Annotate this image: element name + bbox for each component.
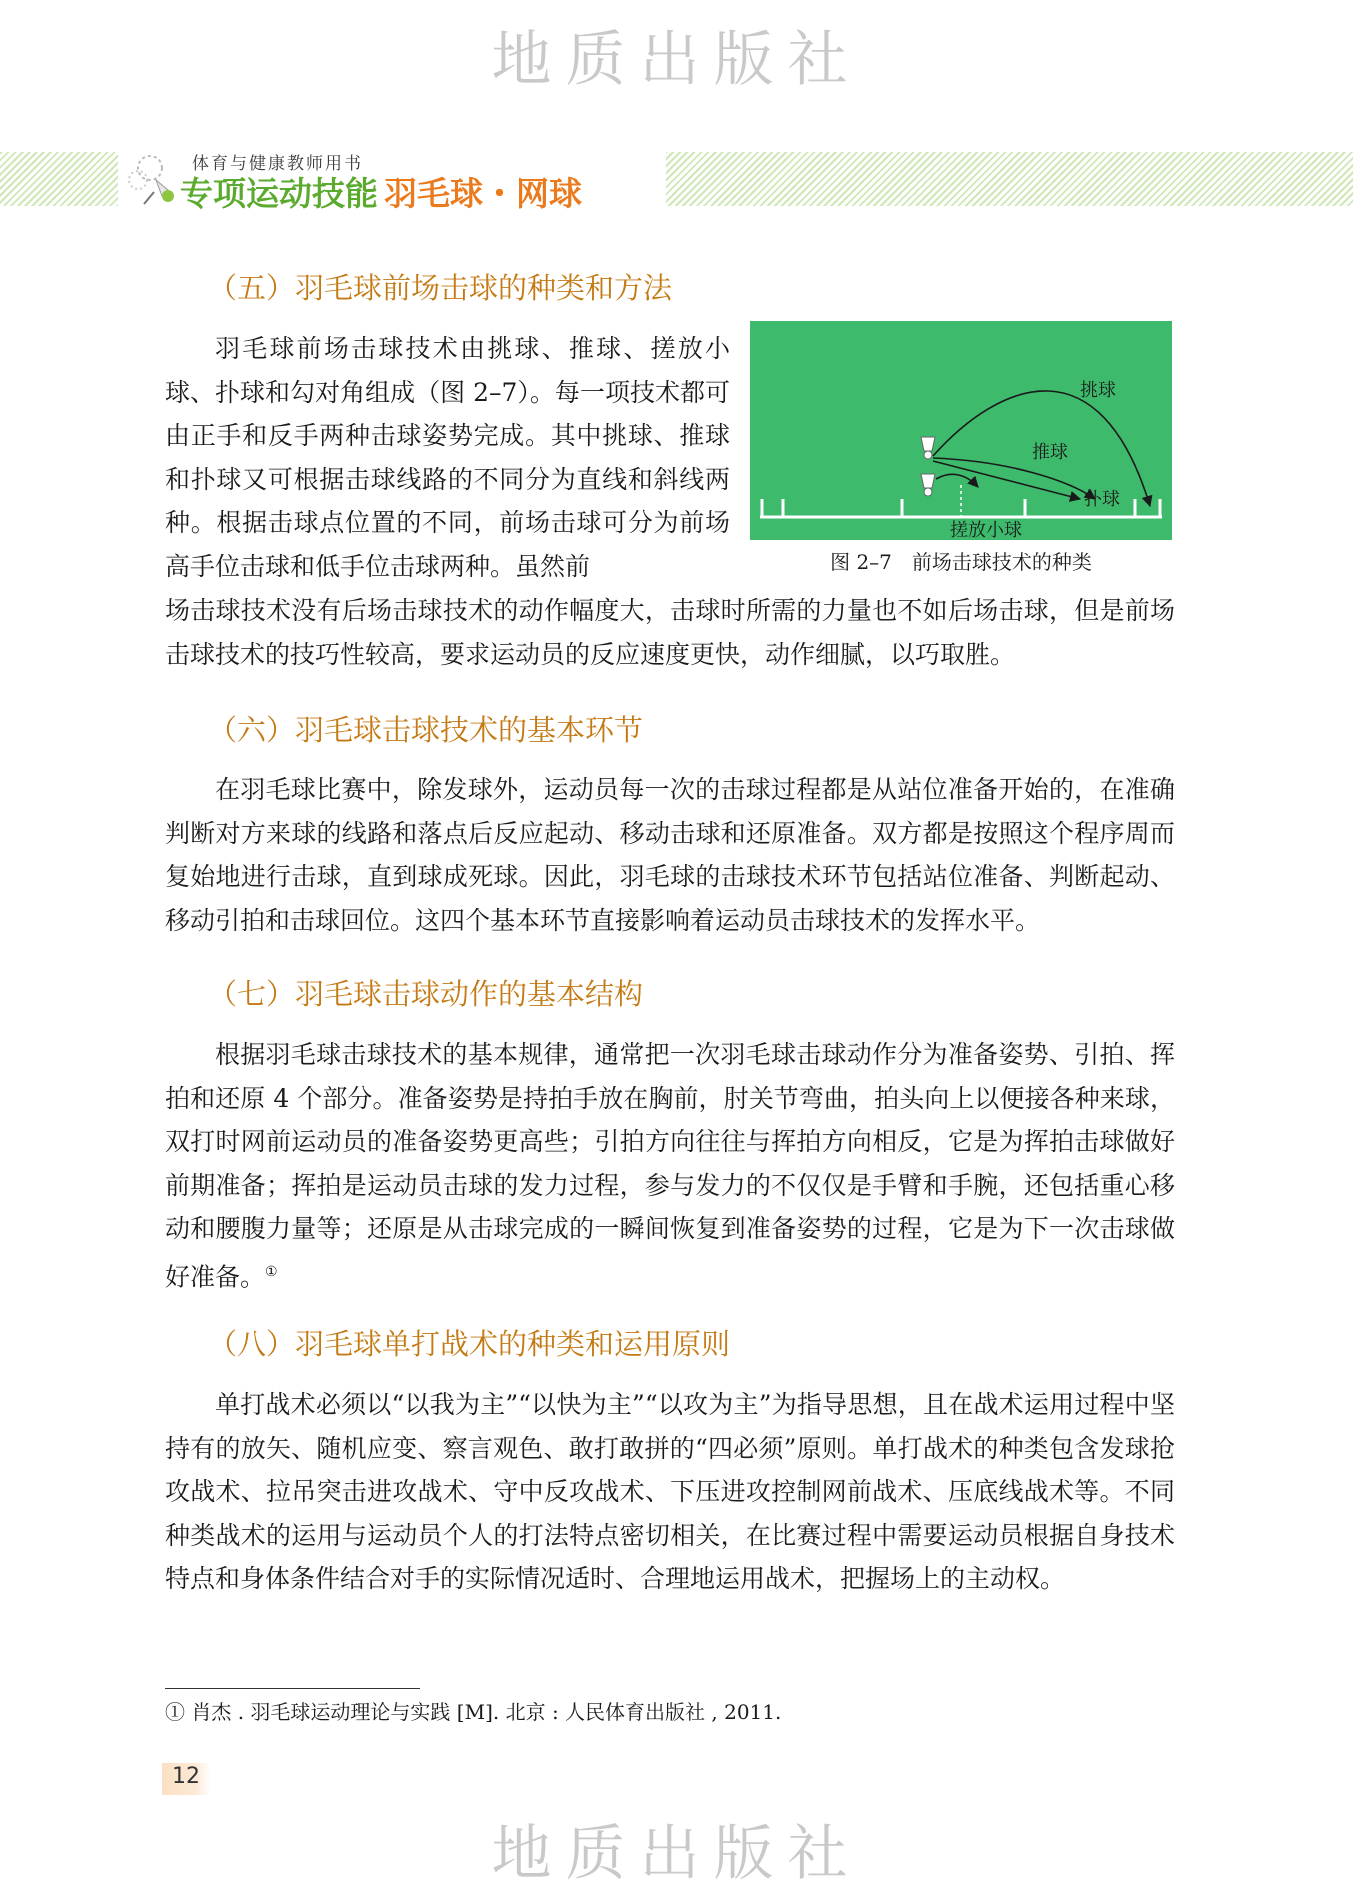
watermark-top: 地质出版社 [491, 25, 862, 95]
shuttlecock-logo-icon [124, 150, 180, 208]
header-subtitle: 体育与健康教师用书 [192, 154, 363, 174]
section-6-paragraph: 在羽毛球比赛中，除发球外，运动员每一次的击球过程都是从站位准备开始的，在准确判断对方来球的线路和落点后反应起动、移动击球和还原准备。双方都是按照这个程序周而复始地进行击球，直到球成死球。因此，羽毛球的击球技术环节包括站位准备、判断起动、移动引拍和击球回位。这四个基本环节直接影响着运动员击球技术的发挥水平。 [165, 775, 1175, 935]
page-number: 12 [172, 1764, 200, 1789]
section-title-7: （七）羽毛球击球动作的基本结构 [208, 977, 644, 1011]
header-title [180, 168, 582, 215]
header-title-part2: 羽毛球・网球 [384, 174, 582, 213]
section-5-paragraph-intro: 羽毛球前场击球技术由挑球、推球、搓放小球、扑球和勾对角组成（图 2–7）。每一项技术都可由正手和反手两种击球姿势完成。其中挑球、推球和扑球又可根据击球线路的不同分为直线和斜线两种。根据击球点位置的不同，前场击球可分为前场高手位击球和低手位击球两种。虽然前 [165, 334, 730, 581]
section-7-text: 根据羽毛球击球技术的基本规律，通常把一次羽毛球击球动作分为准备姿势、引拍、挥拍和还原 4 个部分。准备姿势是持拍手放在胸前，肘关节弯曲，拍头向上以便接各种来球，双打时网前运动员的准备姿势更高些；引拍方向往往与挥拍方向相反，它是为挥拍击球做好前期准备；挥拍是运动员击球的发力过程，参与发力的不仅仅是手臂和手腕，还包括重心移动和腰腹力量等；还原是从击球完成的一瞬间恢复到准备姿势的过程，它是为下一次击球做好准备。 [165, 1040, 1175, 1291]
section-title-5: （五）羽毛球前场击球的种类和方法 [208, 271, 673, 305]
figure-caption: 图 2–7 前场击球技术的种类 [830, 550, 1092, 574]
label-lob: 挑球 [1080, 380, 1116, 401]
label-push: 推球 [1032, 442, 1068, 463]
label-kill: 扑球 [1084, 489, 1120, 510]
header-title-part1: 专项运动技能 [180, 174, 378, 213]
footnote-divider [165, 1688, 420, 1689]
watermark-bottom: 地质出版社 [491, 1819, 862, 1889]
footnote: ① 肖杰 . 羽毛球运动理论与实践 [M]. 北京 : 人民体育出版社 , 2011. [165, 1700, 782, 1724]
section-title-8: （八）羽毛球单打战术的种类和运用原则 [208, 1327, 731, 1361]
section-7-paragraph [165, 1033, 1175, 1298]
footnote-reference: ① [265, 1263, 278, 1280]
forecourt-shots-diagram [750, 321, 1172, 540]
label-net-shot: 搓放小球 [950, 520, 1022, 540]
section-8-paragraph: 单打战术必须以“以我为主”“以快为主”“以攻为主”为指导思想，且在战术运用过程中坚持有的放矢、随机应变、察言观色、敢打敢拼的“四必须”原则。单打战术的种类包含发球抢攻战术、拉吊突击进攻战术、守中反攻战术、下压进攻控制网前战术、压底线战术等。不同种类战术的运用与运动员个人的打法特点密切相关，在比赛过程中需要运动员根据自身技术特点和身体条件结合对手的实际情况适时、合理地运用战术，把握场上的主动权。 [165, 1390, 1175, 1593]
section-5-paragraph-continued: 场击球技术没有后场击球技术的动作幅度大，击球时所需的力量也不如后场击球，但是前场击球技术的技巧性较高，要求运动员的反应速度更快，动作细腻，以巧取胜。 [165, 596, 1175, 669]
section-title-6: （六）羽毛球击球技术的基本环节 [208, 713, 644, 747]
